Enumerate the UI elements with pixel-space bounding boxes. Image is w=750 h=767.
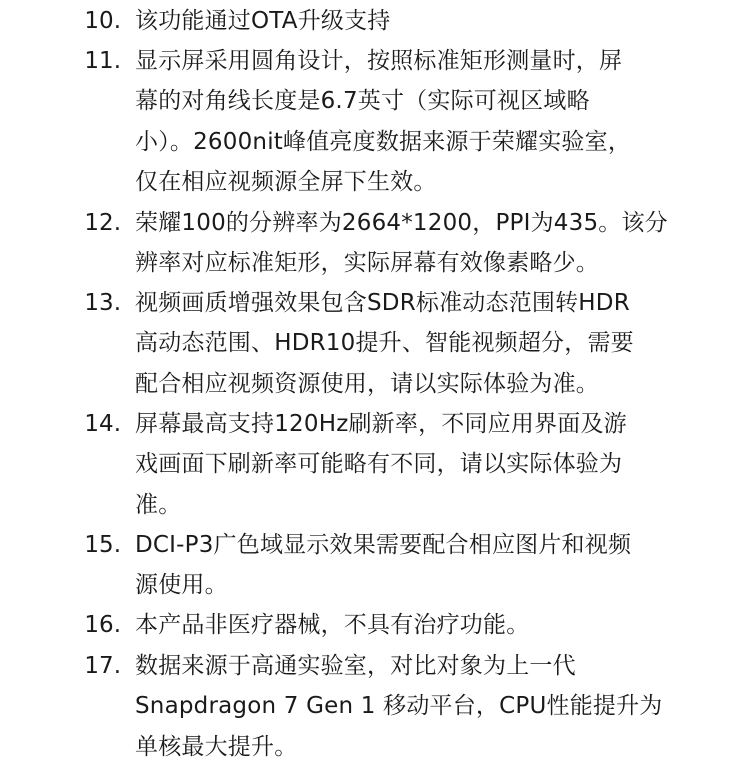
footnote-number: 17. <box>84 653 121 679</box>
footnote-number: 12. <box>84 210 121 236</box>
footnote-number: 13. <box>84 290 121 316</box>
footnote-line: 源使用。 <box>135 572 228 599</box>
footnote-line: 幕的对角线长度是6.7英寸（实际可视区域略 <box>135 88 590 115</box>
footnote-number: 10. <box>84 8 121 34</box>
footnote-line: Snapdragon 7 Gen 1 移动平台，CPU性能提升为 <box>135 693 663 720</box>
footnote-number: 14. <box>84 411 121 437</box>
footnote-text <box>135 605 660 645</box>
footnote-line: 显示屏采用圆角设计，按照标准矩形测量时，屏 <box>135 48 623 74</box>
footnote-line: 视频画质增强效果包含SDR标准动态范围转HDR <box>135 290 630 316</box>
footnote-line: 本产品非医疗器械，不具有治疗功能。 <box>135 612 530 638</box>
footnote-line: DCI-P3广色域显示效果需要配合相应图片和视频 <box>135 532 632 558</box>
footnote-line: 戏画面下刷新率可能略有不同，请以实际体验为 <box>135 451 623 478</box>
footnote-line: 高动态范围、HDR10提升、智能视频超分，需要 <box>135 330 634 357</box>
footnote-line: 小）。2600nit峰值亮度数据来源于荣耀实验室， <box>135 128 632 155</box>
footnote-line: 准。 <box>135 491 182 518</box>
footnote-line: 辨率对应标准矩形，实际屏幕有效像素略少。 <box>135 250 599 277</box>
footnote-number: 15. <box>84 532 121 558</box>
footnote-text <box>135 1 660 41</box>
footnote-line: 配合相应视频资源使用，请以实际体验为准。 <box>135 370 599 397</box>
footnote-line: 单核最大提升。 <box>135 733 298 760</box>
footnote-text <box>135 41 660 202</box>
footnote-line: 屏幕最高支持120Hz刷新率，不同应用界面及游 <box>135 411 627 437</box>
footnote-number: 16. <box>84 612 121 638</box>
footnote-text <box>135 283 660 404</box>
footnote-text <box>135 646 663 767</box>
footnote-line: 仅在相应视频源全屏下生效。 <box>135 168 437 195</box>
footnote-line: 荣耀100的分辨率为2664*1200，PPI为435。该分 <box>135 210 668 236</box>
footnote-number: 11. <box>84 48 121 74</box>
footnote-text <box>135 203 668 284</box>
footnote-line: 数据来源于高通实验室，对比对象为上一代 <box>135 653 576 679</box>
footnote-text <box>135 525 660 606</box>
footnote-text <box>135 404 660 525</box>
footnote-line: 该功能通过OTA升级支持 <box>135 8 391 34</box>
